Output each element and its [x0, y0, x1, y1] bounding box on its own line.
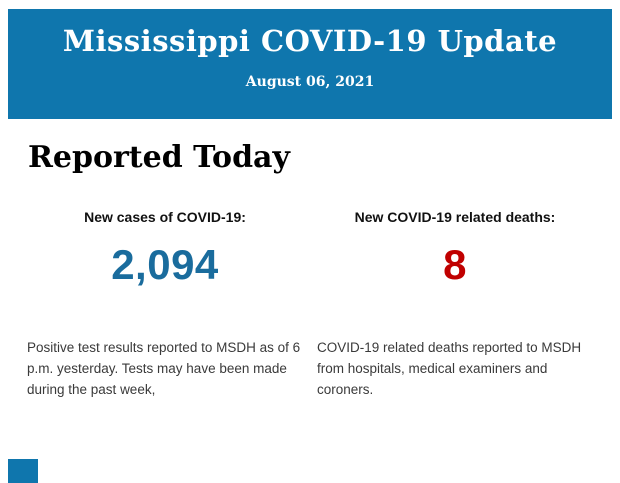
new-cases-value: 2,094: [111, 241, 219, 288]
next-section-corner-fragment: [8, 459, 38, 483]
new-deaths-value: 8: [443, 241, 467, 288]
section-title: Reported Today: [28, 140, 290, 175]
newsletter-title: Mississippi COVID-19 Update: [62, 24, 558, 58]
stat-column-cases: [20, 208, 310, 400]
new-cases-label: New cases of COVID-19:: [84, 209, 246, 225]
stat-column-deaths: [310, 208, 600, 400]
new-cases-description: Positive test results reported to MSDH as of 6 p.m. yesterday. Tests may have been made during the past week,: [27, 340, 301, 397]
stats-row: [0, 208, 620, 400]
new-deaths-description: COVID-19 related deaths reported to MSDH from hospitals, medical examiners and coroners.: [317, 340, 582, 397]
new-deaths-label: New COVID-19 related deaths:: [354, 209, 556, 225]
header-banner: [8, 9, 612, 119]
newsletter-date: August 06, 2021: [245, 74, 375, 91]
